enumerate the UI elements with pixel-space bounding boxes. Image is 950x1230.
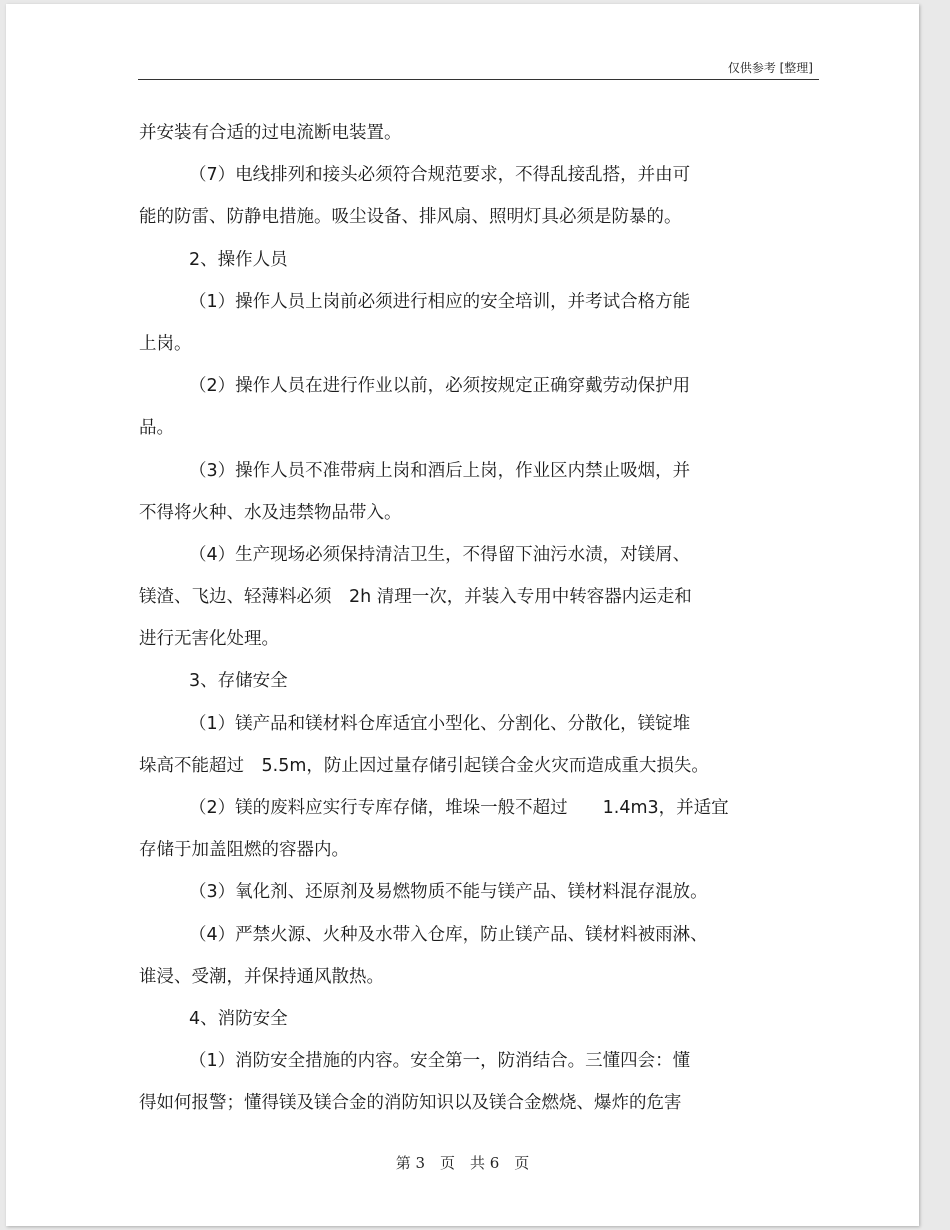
text-line: 品。 — [139, 418, 174, 439]
text-line: （1）操作人员上岗前必须进行相应的安全培训，并考试合格方能 — [189, 291, 691, 312]
text-line: 得如何报警；懂得镁及镁合金的消防知识以及镁合金燃烧、爆炸的危害 — [139, 1093, 682, 1114]
document-page — [6, 4, 919, 1226]
text-line: （1）消防安全措施的内容。安全第一，防消结合。三懂四会：懂 — [189, 1051, 691, 1072]
text-line: 镁渣、飞边、轻薄料必须 2h 清理一次，并装入专用中转容器内运走和 — [139, 587, 692, 608]
header-rule — [138, 79, 819, 80]
text-line: （7）电线排列和接头必须符合规范要求，不得乱接乱搭，并由可 — [189, 165, 691, 186]
text-line: （4）生产现场必须保持清洁卫生，不得留下油污水渍，对镁屑、 — [189, 544, 691, 565]
text-line: （4）严禁火源、火种及水带入仓库，防止镁产品、镁材料被雨淋、 — [189, 924, 708, 945]
text-line: 谁浸、受潮，并保持通风散热。 — [139, 966, 384, 987]
header-text: 仅供参考 [整理] — [727, 61, 813, 75]
page-header — [138, 58, 819, 80]
text-line: 不得将火种、水及违禁物品带入。 — [139, 502, 402, 523]
text-line: 并安装有合适的过电流断电装置。 — [139, 123, 402, 143]
page-footer: 第 3 页 共 6 页 — [395, 1154, 530, 1172]
text-line: 进行无害化处理。 — [139, 629, 279, 650]
text-line: （3）操作人员不准带病上岗和酒后上岗，作业区内禁止吸烟，并 — [189, 460, 691, 481]
body-text — [139, 112, 811, 1125]
text-line: 上岗。 — [139, 333, 192, 354]
section-heading: 2、操作人员 — [189, 249, 288, 270]
text-line: 能的防雷、防静电措施。吸尘设备、排风扇、照明灯具必须是防暴的。 — [139, 207, 682, 228]
text-line: （2）操作人员在进行作业以前，必须按规定正确穿戴劳动保护用 — [189, 376, 691, 397]
text-line: （3）氧化剂、还原剂及易燃物质不能与镁产品、镁材料混存混放。 — [189, 882, 708, 903]
text-line: （1）镁产品和镁材料仓库适宜小型化、分割化、分散化，镁锭堆 — [189, 713, 691, 734]
section-heading: 3、存储安全 — [189, 671, 288, 692]
text-line: 存储于加盖阻燃的容器内。 — [139, 840, 349, 861]
text-line: （2）镁的废料应实行专库存储，堆垛一般不超过 1.4m3，并适宜 — [189, 798, 729, 818]
section-heading: 4、消防安全 — [189, 1008, 288, 1029]
text-line: 垛高不能超过 5.5m，防止因过量存储引起镁合金火灾而造成重大损失。 — [139, 755, 709, 776]
